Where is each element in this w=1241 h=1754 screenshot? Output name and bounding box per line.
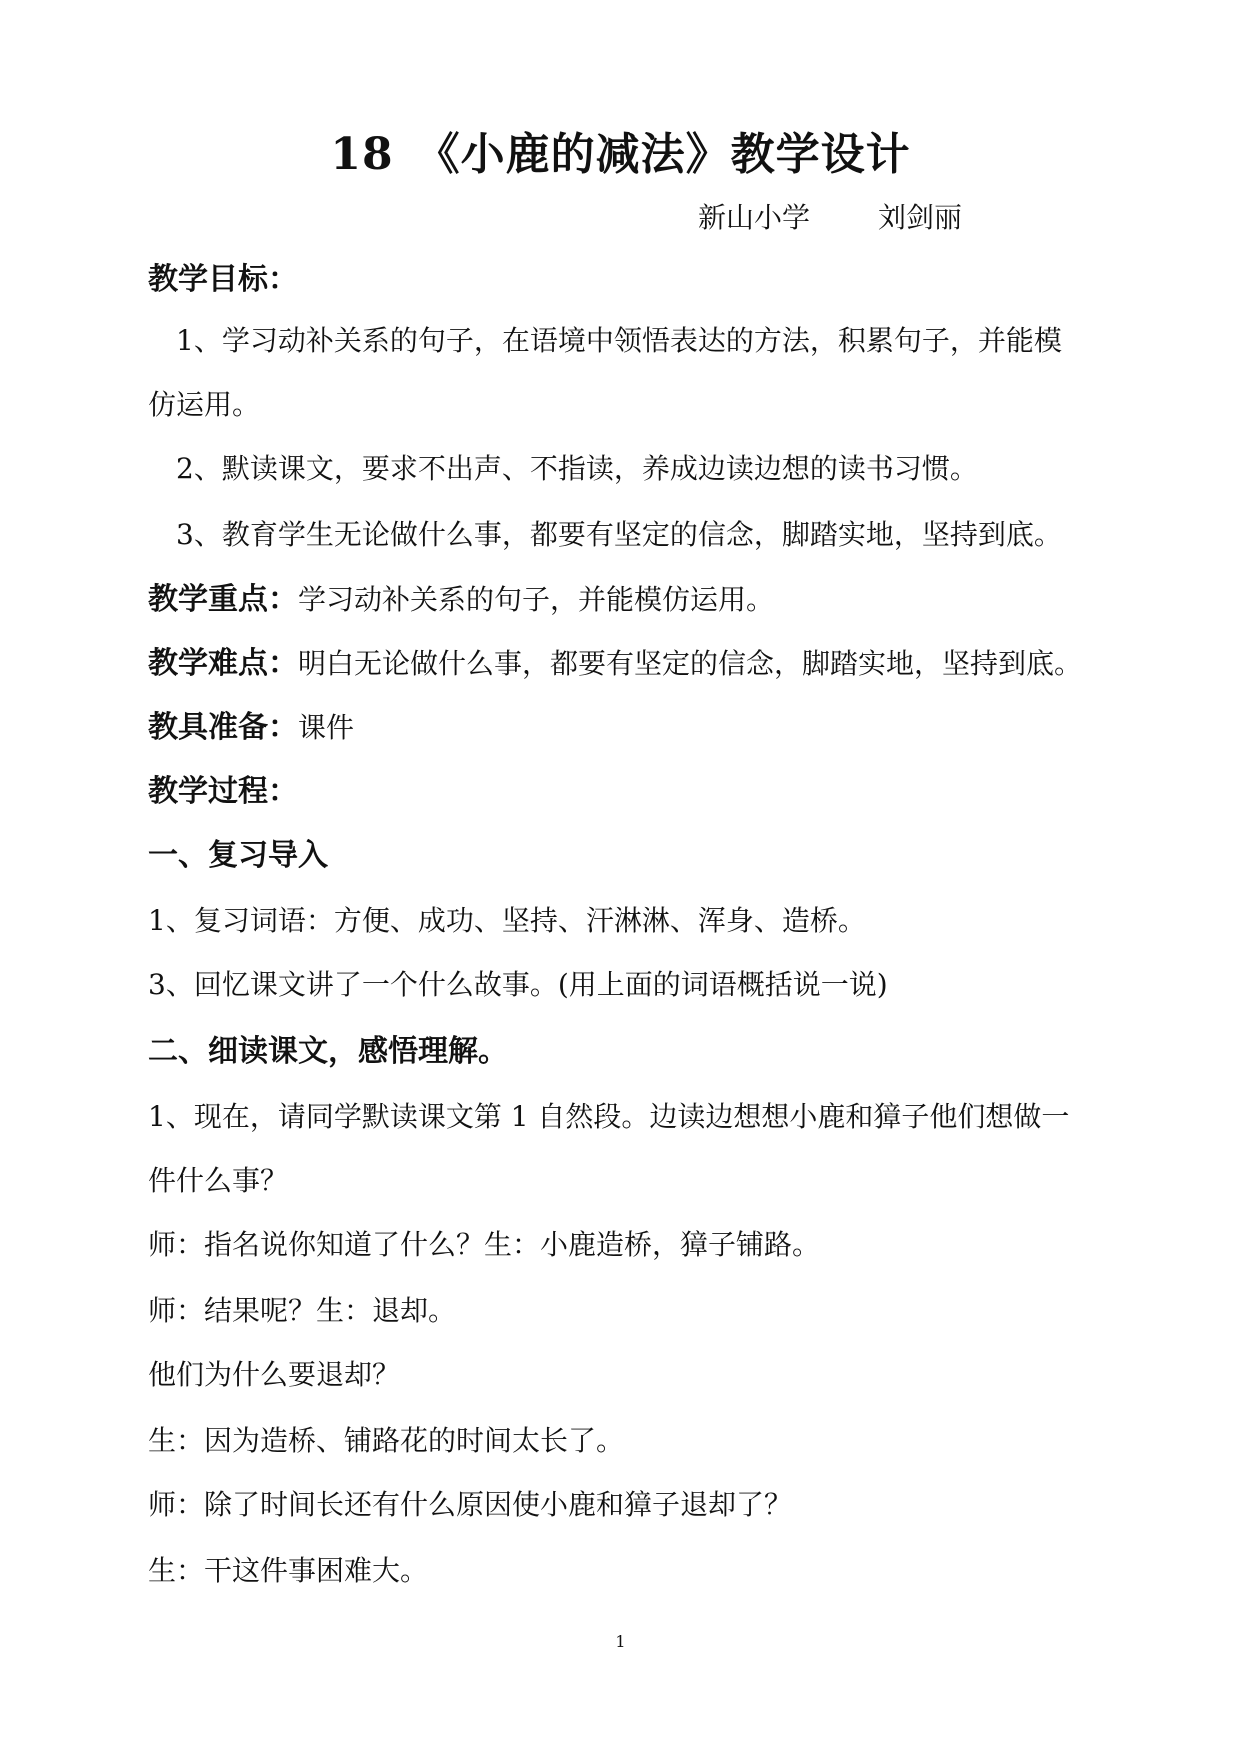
materials-label: 教具准备： <box>148 710 298 745</box>
section-2-line-7: 师：除了时间长还有什么原因使小鹿和獐子退却了？ <box>148 1488 793 1521</box>
objective-1-line-1: 1、学习动补关系的句子，在语境中领悟表达的方法，积累句子，并能模 <box>176 324 1062 357</box>
materials-text: 课件 <box>298 711 355 744</box>
author-line <box>698 196 962 236</box>
section-1-line-1: 1、复习词语：方便、成功、坚持、汗淋淋、浑身、造桥。 <box>148 904 866 937</box>
key-point-row <box>148 582 774 618</box>
objective-3: 3、教育学生无论做什么事，都要有坚定的信念，脚踏实地，坚持到底。 <box>176 518 1062 551</box>
section-2-line-2: 件什么事？ <box>148 1164 289 1197</box>
key-point-label: 教学重点： <box>148 582 298 617</box>
section-2-line-3: 师：指名说你知道了什么？生：小鹿造桥，獐子铺路。 <box>148 1228 821 1261</box>
section-2-line-5: 他们为什么要退却？ <box>148 1358 401 1391</box>
section-2-line-6: 生：因为造桥、铺路花的时间太长了。 <box>148 1424 625 1457</box>
difficulty-text: 明白无论做什么事，都要有坚定的信念，脚踏实地，坚持到底。 <box>298 647 1083 680</box>
section-1-heading: 一、复习导入 <box>148 838 328 873</box>
key-point-text: 学习动补关系的句子，并能模仿运用。 <box>298 583 775 616</box>
lesson-number: 18 <box>330 129 394 180</box>
objectives-heading: 教学目标： <box>148 262 298 297</box>
lesson-title: 《小鹿的减法》教学设计 <box>415 129 911 180</box>
process-heading: 教学过程： <box>148 774 298 809</box>
section-2-line-8: 生：干这件事困难大。 <box>148 1554 429 1587</box>
section-2-line-1: 1、现在，请同学默读课文第 1 自然段。边读边想想小鹿和獐子他们想做一 <box>148 1100 1070 1133</box>
difficulty-label: 教学难点： <box>148 646 298 681</box>
objective-1-line-2: 仿运用。 <box>148 388 261 421</box>
section-2-line-4: 师：结果呢？生：退却。 <box>148 1294 457 1327</box>
section-1-line-2: 3、回忆课文讲了一个什么故事。(用上面的词语概括说一说) <box>148 968 888 1001</box>
school-name: 新山小学 <box>698 201 811 234</box>
page-number: 1 <box>615 1632 626 1651</box>
difficulty-row <box>148 646 1082 682</box>
document-title <box>0 118 1241 182</box>
author-name: 刘剑丽 <box>878 201 963 234</box>
objective-2: 2、默读课文，要求不出声、不指读，养成边读边想的读书习惯。 <box>176 452 978 485</box>
materials-row <box>148 710 354 746</box>
section-2-heading: 二、细读课文，感悟理解。 <box>148 1034 508 1069</box>
